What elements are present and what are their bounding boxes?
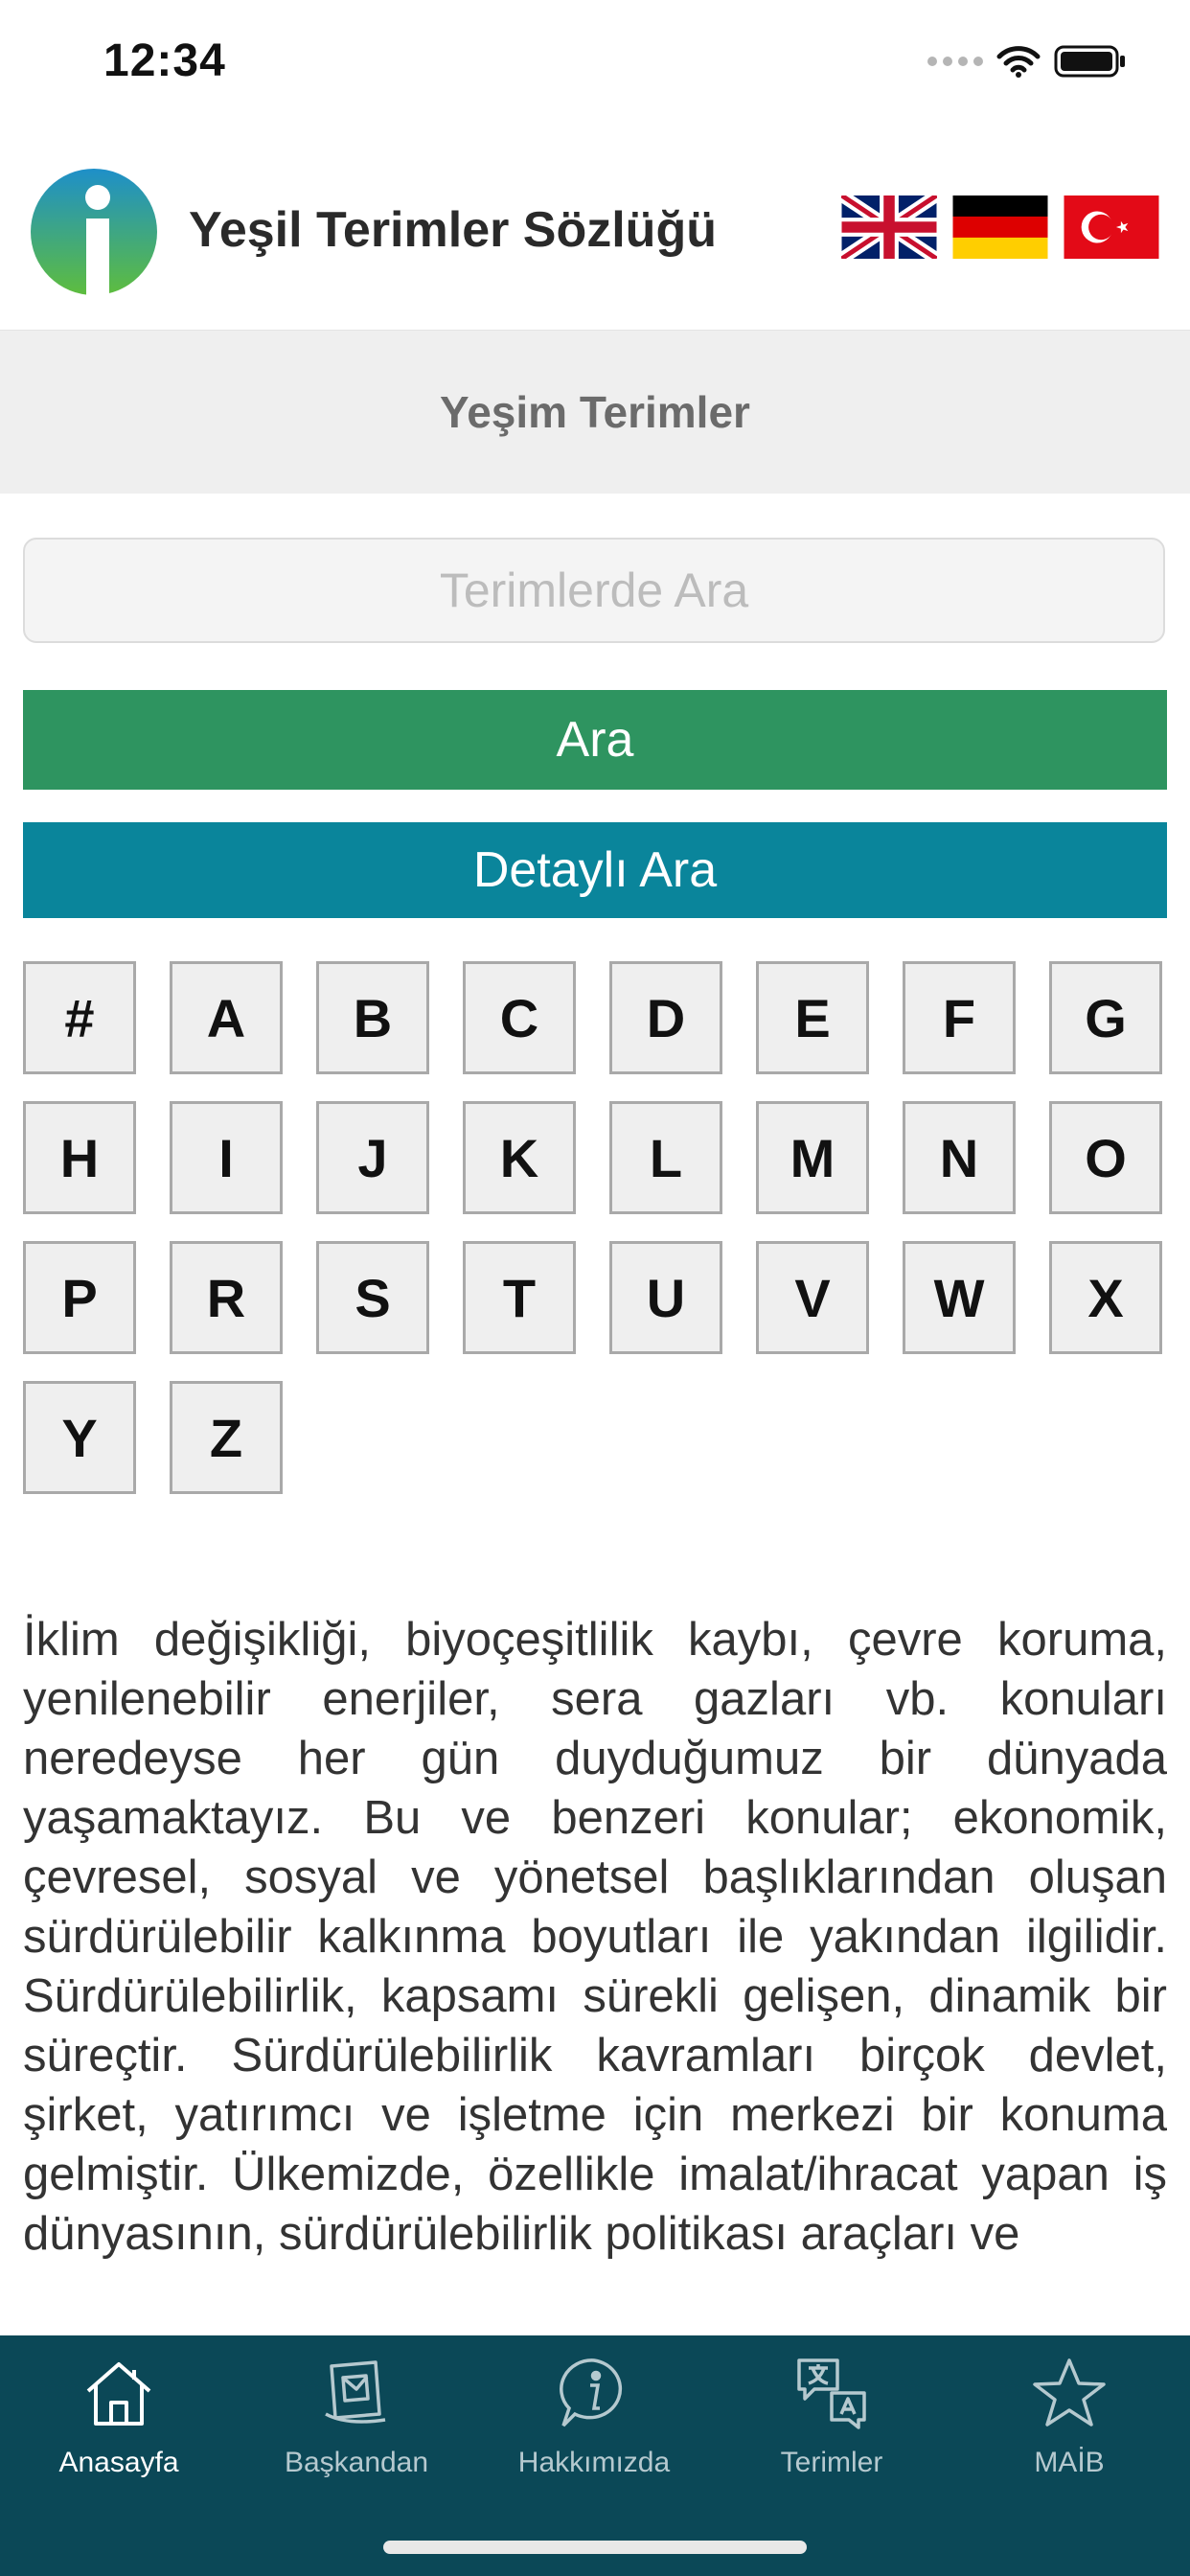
tab-hakkimizda[interactable] [475,2355,713,2518]
tab-label: Anasayfa [58,2447,179,2478]
search-button[interactable]: Ara [23,690,1167,790]
letter-button[interactable]: L [609,1101,722,1214]
uk-flag-icon[interactable] [841,196,937,259]
search-input[interactable] [23,538,1165,643]
turkish-flag-icon[interactable] [1064,196,1159,259]
status-indicators [927,44,1127,79]
letter-button[interactable]: C [463,961,576,1074]
tab-label: Hakkımızda [517,2447,671,2478]
letter-button[interactable]: D [609,961,722,1074]
letter-button[interactable]: F [903,961,1016,1074]
letter-button[interactable]: A [170,961,283,1074]
battery-icon [1054,44,1127,79]
app-logo-icon [29,167,159,297]
intro-text: İklim değişikliği, biyoçeşitlilik kaybı, çevre koruma, yenilenebilir enerjiler, sera gazları vb. konuları neredeyse her gün duyduğumuz bir dünyada yaşamaktayız. Bu ve benzeri konular; ekonomik, çevresel, sosyal ve yönetsel başlıklarından oluşan sürdürülebilir kalkınma boyutları ile yakından ilgilidir. Sürdürülebilirlik, kapsamı sürekli gelişen, dinamik bir süreçtir. Sürdürülebilirlik kavramları birçok devlet, şirket, yatırımcı ve işletme için merkezi bir konuma gelmiştir. Ülkemizde, özellikle imalat/ihracat yapan iş dünyasının, sürdürülebilirlik politikası araçları ve [23,1614,1167,2260]
app-header [0,153,1190,332]
german-flag-icon[interactable] [952,196,1048,259]
letter-button[interactable]: H [23,1101,136,1214]
letter-button[interactable]: M [756,1101,869,1214]
letter-button[interactable]: P [23,1241,136,1354]
letter-button[interactable]: B [316,961,429,1074]
tab-label: MAİB [1034,2447,1105,2478]
letter-button[interactable]: N [903,1101,1016,1214]
letter-button[interactable]: J [316,1101,429,1214]
section-header [0,331,1190,494]
letter-icon [318,2355,395,2431]
letter-button[interactable]: R [170,1241,283,1354]
home-indicator [383,2541,807,2554]
letter-button[interactable]: V [756,1241,869,1354]
home-icon [80,2355,157,2431]
letter-button[interactable]: S [316,1241,429,1354]
wifi-icon [996,45,1041,78]
letter-button[interactable]: Y [23,1381,136,1494]
tab-baskandan[interactable] [238,2355,475,2518]
tab-maib[interactable] [950,2355,1188,2518]
letter-button[interactable]: O [1049,1101,1162,1214]
tab-label: Başkandan [284,2447,429,2478]
letter-button[interactable]: U [609,1241,722,1354]
letter-button[interactable]: K [463,1101,576,1214]
status-time: 12:34 [103,35,226,86]
letter-button[interactable]: X [1049,1241,1162,1354]
letter-button[interactable]: # [23,961,136,1074]
status-bar [0,0,1190,134]
tab-terimler[interactable] [713,2355,950,2518]
letter-button[interactable]: G [1049,961,1162,1074]
letter-button[interactable]: W [903,1241,1016,1354]
section-title: Yeşim Terimler [440,387,750,437]
letter-button[interactable]: Z [170,1381,283,1494]
star-icon [1031,2355,1108,2431]
tab-home[interactable] [0,2355,238,2518]
letter-button[interactable]: T [463,1241,576,1354]
app-title: Yeşil Terimler Sözlüğü [189,202,717,258]
tab-label: Terimler [780,2447,883,2478]
translate-icon [793,2355,870,2431]
language-switcher [841,196,1159,259]
letter-button[interactable]: E [756,961,869,1074]
signal-icon [927,57,983,66]
letter-button[interactable]: I [170,1101,283,1214]
detailed-search-button[interactable]: Detaylı Ara [23,822,1167,918]
info-icon [556,2355,632,2431]
